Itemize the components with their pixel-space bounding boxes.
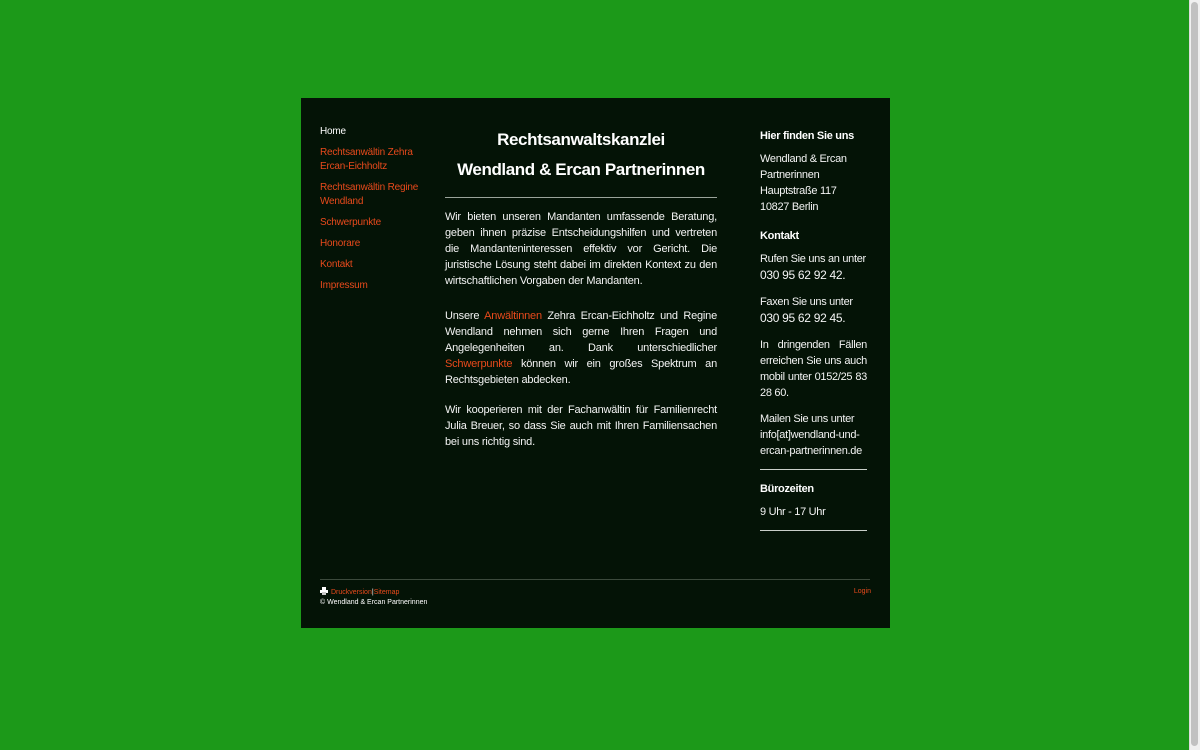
nav-item-schwerpunkte[interactable]: Schwerpunkte [320,217,381,228]
footer-links [320,587,871,598]
anwaeltinnen-link[interactable]: Anwältinnen [484,310,542,322]
nav-item-kontakt[interactable]: Kontakt [320,259,353,270]
sitemap-link[interactable]: Sitemap [373,589,400,596]
sidebar-divider-2 [760,530,867,531]
fax-number: 030 95 62 92 45. [760,311,846,325]
nav-item-honorare[interactable]: Honorare [320,238,361,249]
main-content [445,125,717,464]
address-line-city: 10827 Berlin [760,201,819,213]
phone-number: 030 95 62 92 42. [760,268,846,282]
sidebar-divider-1 [760,469,867,470]
address-block [760,151,867,215]
page-title-line1: Rechtsanwaltskanzlei [497,130,665,149]
contact-heading: Kontakt [760,230,799,242]
mail-address: info[at]wendland-und-ercan-partnerinnen.de [760,429,862,457]
phone-label: Rufen Sie uns an unter [760,253,866,265]
print-version-link[interactable]: Druckversion [331,589,372,596]
printer-icon [320,587,328,595]
office-hours: 9 Uhr - 17 Uhr [760,506,826,518]
lawyers-text-3: können wir ein großes Spektrum an Rechtsgebieten abdecken. [445,358,717,386]
nav-item-regine-wendland[interactable]: Rechtsanwältin Regine Wendland [320,182,419,207]
schwerpunkte-link[interactable]: Schwerpunkte [445,358,513,370]
copyright: © Wendland & Ercan Partnerinnen [320,599,428,606]
urgent-contact-text: In dringenden Fällen erreichen Sie uns auch mobil unter 0152/25 83 28 60. [760,339,867,399]
mail-label: Mailen Sie uns unter [760,413,855,425]
page-container [301,98,890,628]
mail-block [760,411,867,459]
cooperation-paragraph: Wir kooperieren mit der Fachanwältin für Familienrecht Julia Breuer, so dass Sie auch mit Ihren Familiensachen bei uns richtig sind. [445,404,717,448]
nav-item-impressum[interactable]: Impressum [320,280,368,291]
address-line-street: Hauptstraße 117 [760,185,837,197]
address-line-name: Wendland & Ercan Partnerinnen [760,153,847,181]
page-title [445,125,717,185]
fax-label: Faxen Sie uns unter [760,296,853,308]
lawyers-paragraph [445,308,717,388]
footer-divider [320,579,870,580]
contact-sidebar [760,129,867,543]
nav-item-zehra-ercan-eichholtz[interactable]: Rechtsanwältin Zehra Ercan-Eichholtz [320,147,413,172]
main-navigation [320,125,425,300]
fax-block [760,294,867,327]
footer [320,587,871,608]
lawyers-text-1: Unsere [445,310,485,322]
location-heading: Hier finden Sie uns [760,130,854,142]
intro-paragraph: Wir bieten unseren Mandanten umfassende Beratung, geben ihnen präzise Entscheidungshilfen und vertreten die Mandanteninteressen effektiv vor Gericht. Die juristische Lösung steht dabei im direkten Kontext zu den wirtschaftlichen Vorgaben der Mandanten. [445,211,717,287]
office-hours-heading: Bürozeiten [760,483,814,495]
page-title-line2: Wendland & Ercan Partnerinnen [457,160,705,179]
footer-separator: | [371,589,374,596]
lawyers-text-2: Zehra Ercan-Eichholtz und Regine Wendland nehmen sich gerne Ihren Fragen und Angelegenheiten an. Dank unterschiedlicher [445,310,717,354]
phone-block [760,251,867,284]
title-divider [445,197,717,198]
vertical-scrollbar[interactable] [1189,0,1200,750]
nav-item-home[interactable]: Home [320,126,346,137]
login-link[interactable]: Login [853,588,871,595]
scrollbar-thumb[interactable] [1191,2,1198,746]
